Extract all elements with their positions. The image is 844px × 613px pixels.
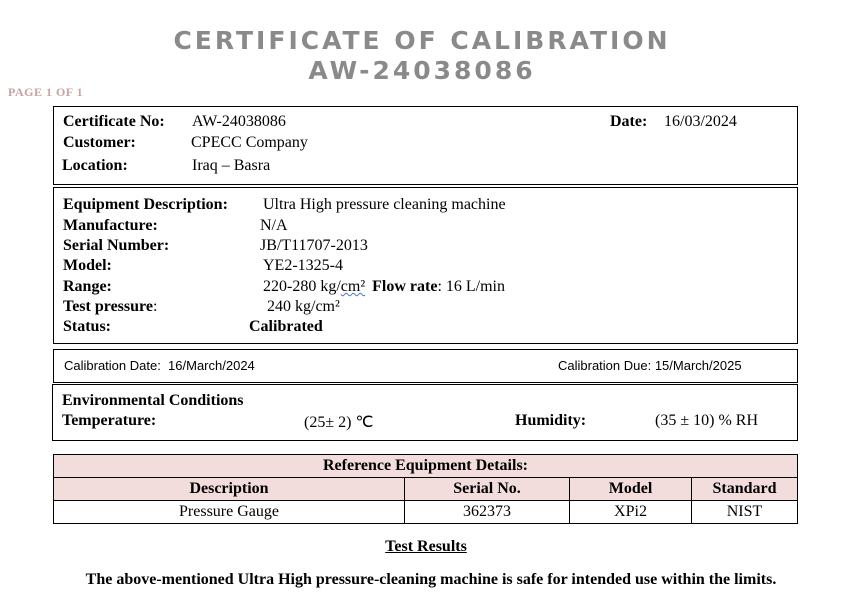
range-value: 220-280 kg/ xyxy=(263,278,341,295)
test-pressure-colon: : xyxy=(152,298,158,315)
calibration-date: Calibration Date: 16/March/2024 xyxy=(64,358,255,373)
location-value: Iraq – Basra xyxy=(192,157,271,174)
cell-standard: NIST xyxy=(692,501,798,524)
date-value: 16/03/2024 xyxy=(664,113,737,130)
calibration-due: Calibration Due: 15/March/2025 xyxy=(558,358,742,373)
manufacture-value: N/A xyxy=(260,217,288,234)
temperature-label: Temperature: xyxy=(62,412,157,429)
location-label: Location: xyxy=(62,157,128,174)
cert-no-label: Certificate No: xyxy=(63,113,165,130)
range-label: Range: xyxy=(63,278,112,295)
test-results-heading: Test Results xyxy=(385,538,467,555)
status-value: Calibrated xyxy=(249,318,323,335)
reference-table-title: Reference Equipment Details: xyxy=(54,455,798,478)
equipment-description-label: Equipment Description: xyxy=(63,196,228,213)
customer-label: Customer: xyxy=(63,134,136,151)
status-label: Status: xyxy=(63,318,112,335)
test-pressure-label-line xyxy=(63,298,157,316)
environment-heading: Environmental Conditions xyxy=(62,392,244,409)
table-row xyxy=(54,501,798,524)
flow-rate-value: : 16 L/min xyxy=(437,278,505,295)
model-value: YE2-1325-4 xyxy=(263,257,343,274)
column-header-description: Description xyxy=(54,478,405,501)
model-label: Model: xyxy=(63,257,112,274)
date-label: Date: xyxy=(610,113,648,130)
page-label: PAGE 1 OF 1 xyxy=(8,85,84,99)
humidity-label: Humidity: xyxy=(515,412,587,429)
table-title-row xyxy=(54,455,798,478)
manufacture-label: Manufacture: xyxy=(63,217,158,234)
cell-serial: 362373 xyxy=(405,501,570,524)
cell-description: Pressure Gauge xyxy=(54,501,405,524)
cell-model: XPi2 xyxy=(570,501,692,524)
temperature-value: (25± 2) ℃ xyxy=(304,414,374,431)
column-header-standard: Standard xyxy=(692,478,798,501)
customer-value: CPECC Company xyxy=(191,134,308,151)
range-value-line xyxy=(263,278,505,296)
serial-number-value: JB/T11707-2013 xyxy=(260,237,368,254)
column-header-model: Model xyxy=(570,478,692,501)
reference-equipment-table xyxy=(53,454,798,524)
test-results-statement: The above-mentioned Ultra High pressure-cleaning machine is safe for intended use within the limits. xyxy=(85,571,777,588)
certificate-number-title: AW-24038086 xyxy=(308,56,536,85)
test-pressure-label: Test pressure xyxy=(63,298,153,315)
equipment-description-value: Ultra High pressure cleaning machine xyxy=(263,196,506,213)
table-header-row xyxy=(54,478,798,501)
serial-number-label: Serial Number: xyxy=(63,237,170,254)
certificate-title: CERTIFICATE OF CALIBRATION xyxy=(173,26,671,55)
range-unit: cm² xyxy=(340,278,366,295)
cert-no-value: AW-24038086 xyxy=(192,113,286,130)
humidity-value: (35 ± 10) % RH xyxy=(655,412,758,429)
test-pressure-value: 240 kg/cm² xyxy=(267,298,340,315)
flow-rate-label: Flow rate xyxy=(372,278,438,295)
column-header-serial: Serial No. xyxy=(405,478,570,501)
